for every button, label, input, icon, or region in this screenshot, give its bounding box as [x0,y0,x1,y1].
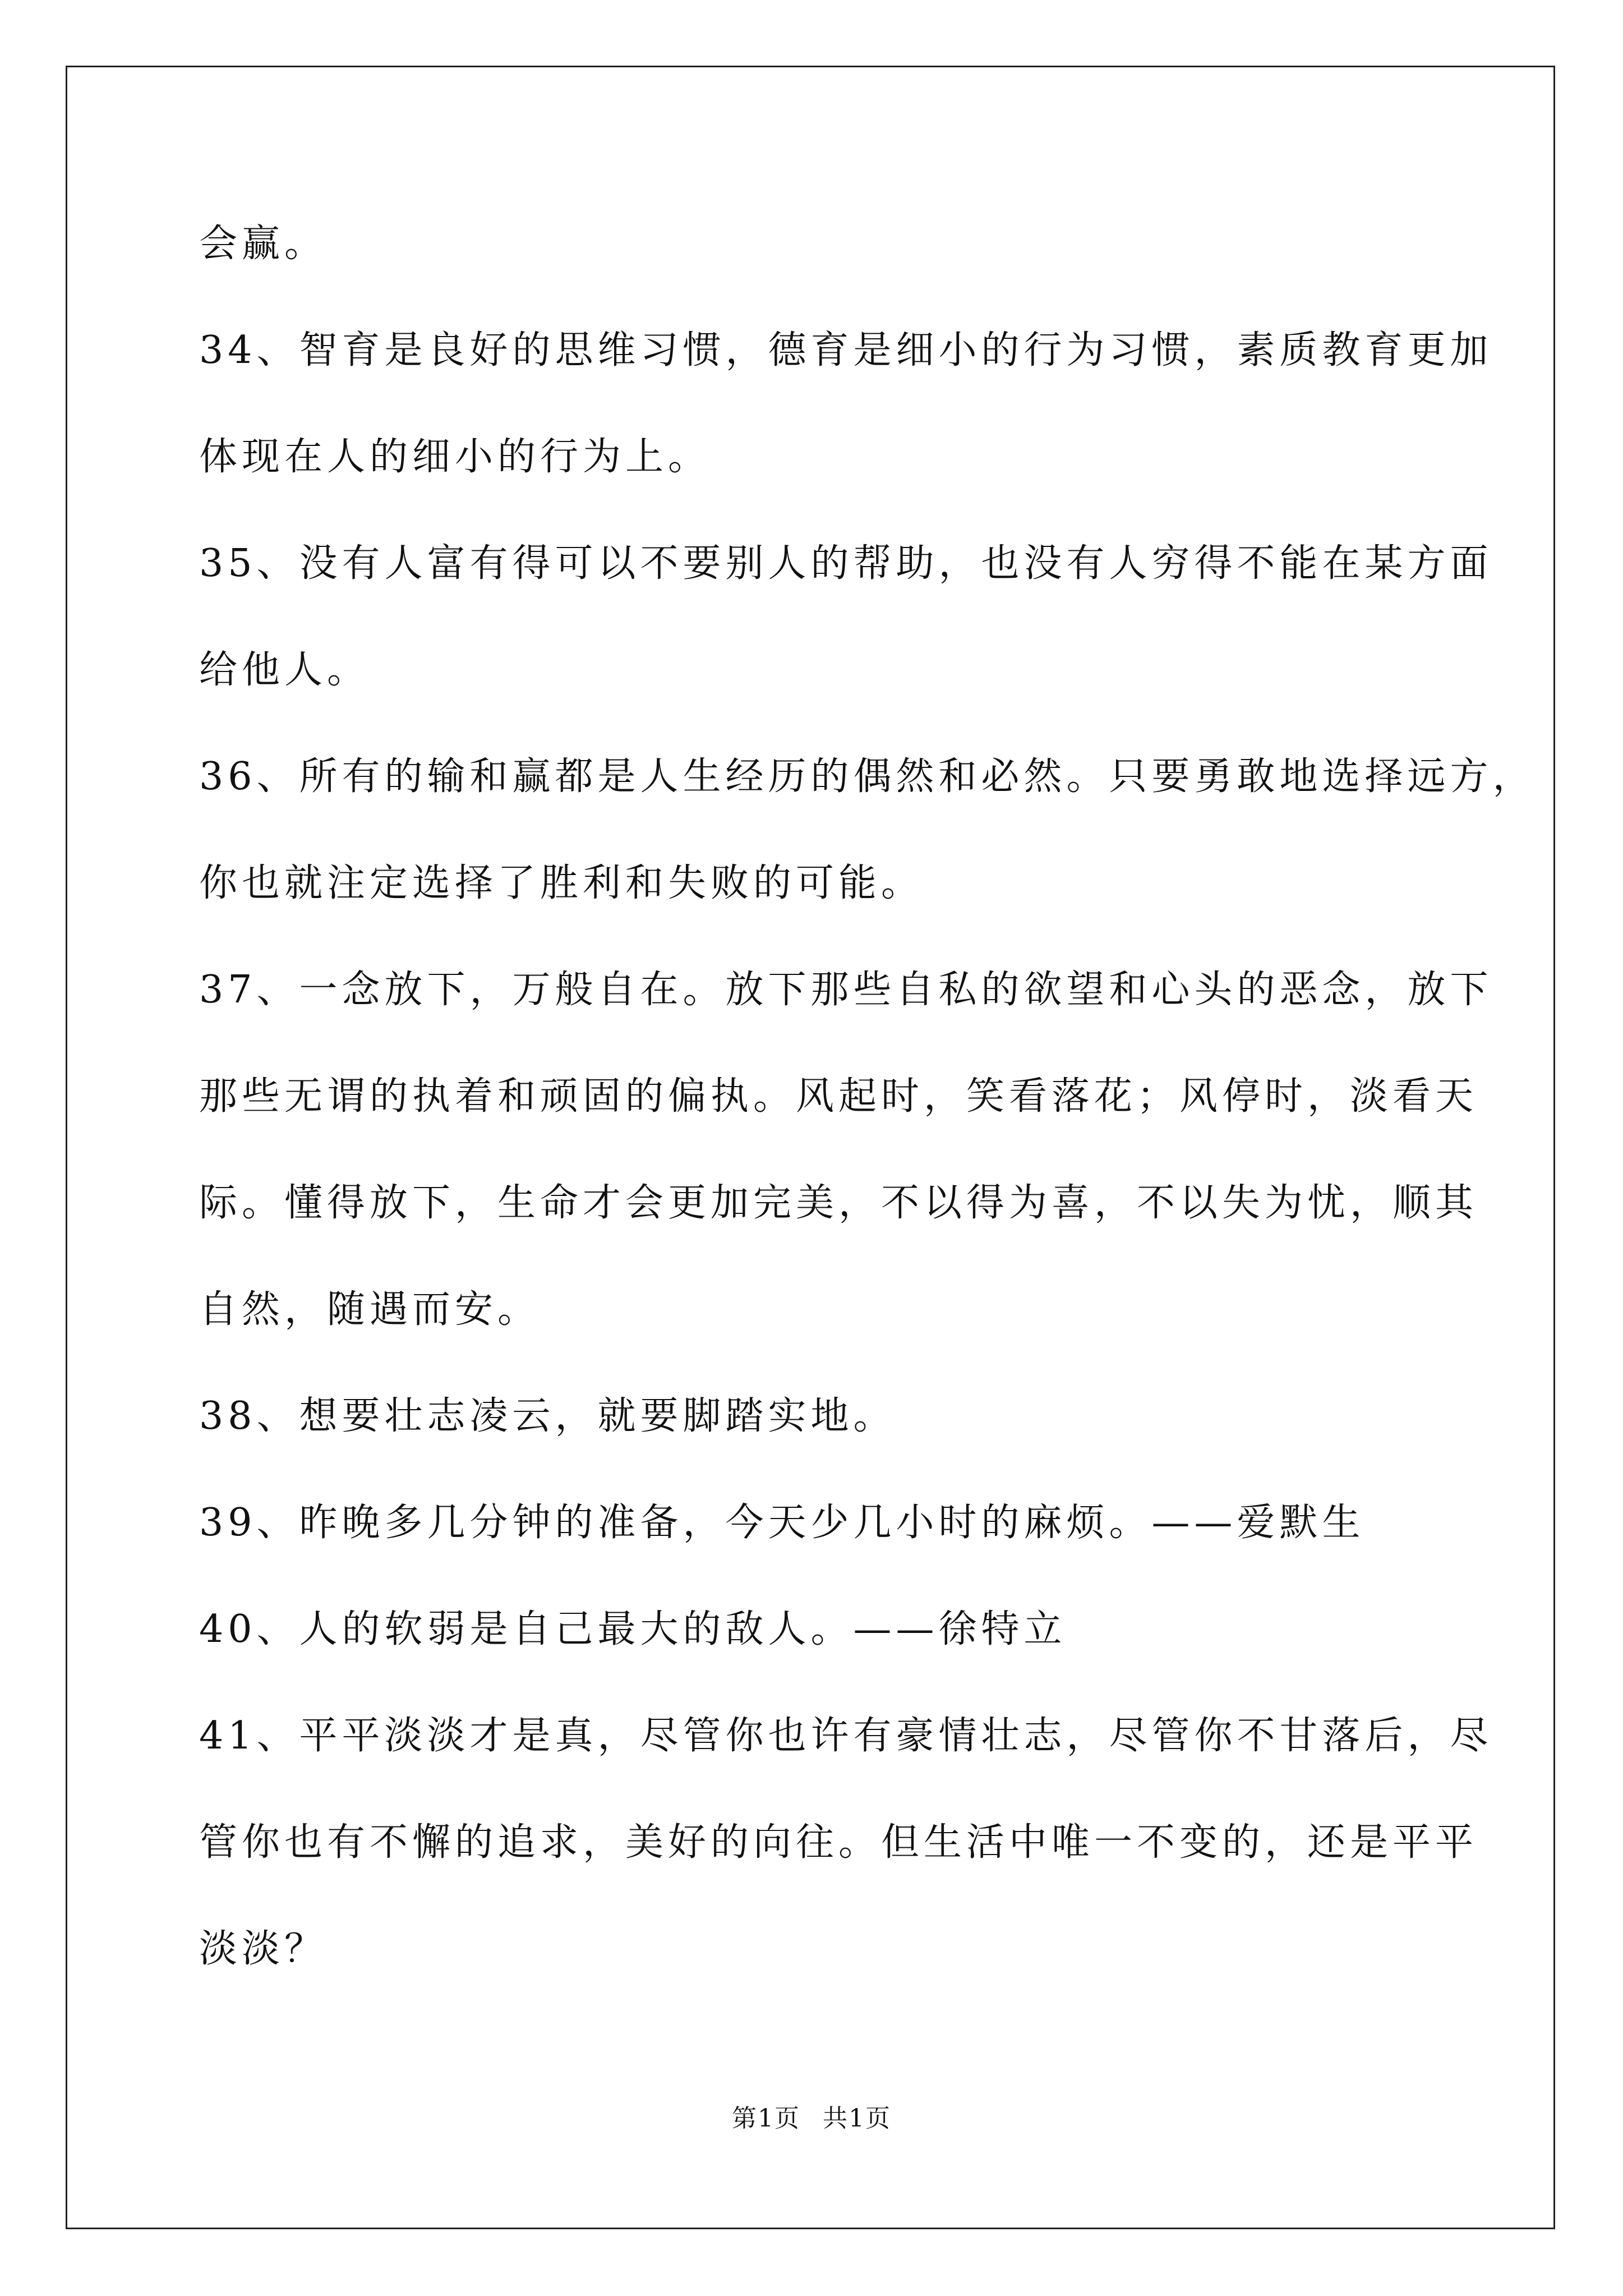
text-line: 38、想要壮志凌云，就要脚踏实地。 [199,1394,896,1438]
document-body [199,213,1536,2025]
text-line: 际。懂得放下，生命才会更加完美，不以得为喜，不以失为忧，顺其 [199,1181,1478,1225]
text-line: 体现在人的细小的行为上。 [199,435,711,479]
text-line: 管你也有不懈的追求，美好的向往。但生活中唯一不变的，还是平平 [199,1820,1478,1865]
text-line: 35、没有人富有得可以不要别人的帮助，也没有人穷得不能在某方面 [199,541,1493,586]
text-line: 34、智育是良好的思维习惯，德育是细小的行为习惯，素质教育更加 [199,328,1493,372]
text-line: 会赢。 [199,222,328,266]
text-line: 那些无谓的执着和顽固的偏执。风起时，笑看落花；风停时，淡看天 [199,1074,1478,1119]
text-line: 37、一念放下，万般自在。放下那些自私的欲望和心头的恶念，放下 [199,968,1493,1012]
text-line: 39、昨晚多几分钟的准备，今天少几小时的麻烦。——爱默生 [199,1501,1365,1545]
text-line: 40、人的软弱是自己最大的敌人。——徐特立 [199,1607,1067,1651]
text-line: 36、所有的输和赢都是人生经历的偶然和必然。只要勇敢地选择远方， [199,754,1536,799]
page-total: 共1页 [823,2104,891,2133]
text-line: 自然，随遇而安。 [199,1287,541,1332]
page-footer [0,2098,1623,2134]
text-line: 你也就注定选择了胜利和失败的可能。 [199,861,924,905]
text-line: 给他人。 [199,648,370,692]
text-line: 41、平平淡淡才是真，尽管你也许有豪情壮志，尽管你不甘落后，尽 [199,1714,1493,1758]
page-number: 第1页 [732,2104,800,2133]
text-line: 淡淡？ [199,1927,328,1971]
